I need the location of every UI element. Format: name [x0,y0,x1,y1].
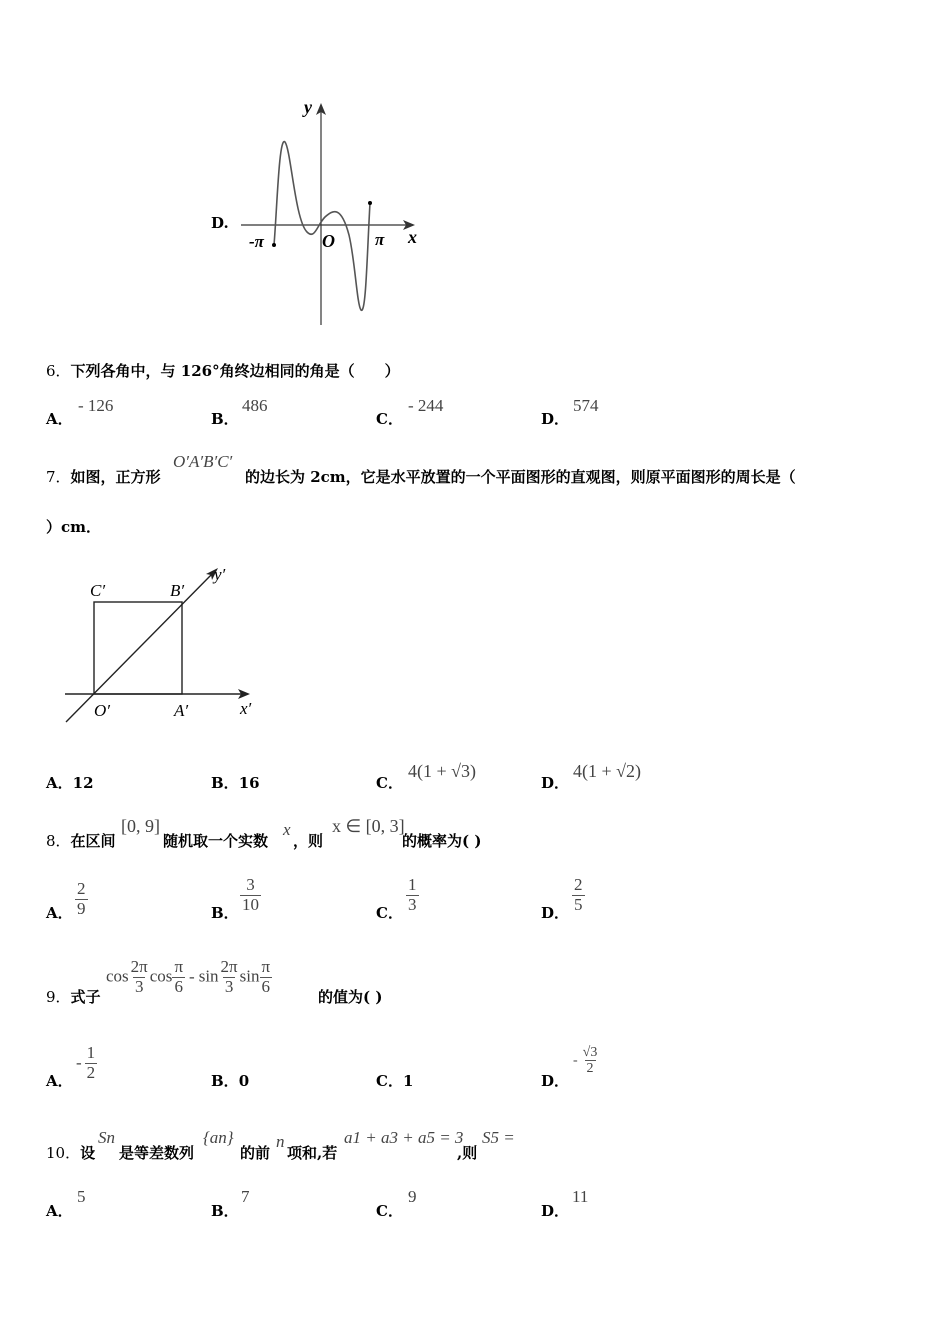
q8-option-d-fraction: $\frac{2}{5}$ [574,875,583,914]
q10-option-d[interactable]: D． [541,1202,570,1220]
question-text: 下列各角中，与 126°角终边相同的角是（ ） [70,362,400,380]
question-7 [46,466,161,487]
q10-option-a[interactable]: A． [46,1202,73,1220]
question-8-text-3: ，则 [293,832,324,850]
condition: x ∈ [0, 3] [332,816,405,836]
y-prime-label: y′ [214,565,226,584]
q6-option-c-value: - 244 [408,396,444,415]
question-number: 6． [46,362,71,380]
question-10-text-3: 的前 [240,1144,271,1162]
question-7-text-line2: ）cm． [46,518,102,536]
a-prime-label: A′ [174,701,189,720]
question-10-text-4: 项和,若 [287,1144,338,1162]
q7-option-b[interactable]: B．16 [211,774,260,792]
origin-label: O [322,231,335,251]
question-10: 10．设 [46,1144,96,1162]
interval: [0, 9] [121,816,160,836]
question-text-start: 如图，正方形 [70,468,161,486]
question-7-text-rest: 的边长为 2cm，它是水平放置的一个平面图形的直观图，则原平面图形的周长是（ [245,468,796,486]
q6-option-d-value: 574 [573,396,599,415]
q8-option-a-fraction: $\frac{2}{9}$ [77,879,86,918]
sn: Sn [98,1128,115,1147]
q9-option-a[interactable]: A． [46,1072,73,1090]
q8-option-c[interactable]: C． [376,904,403,922]
condition: a1 + a3 + a5 = 3 [344,1128,464,1147]
q10-option-d-value: 11 [572,1187,589,1206]
q10-option-c-value: 9 [408,1187,417,1206]
q9-option-a-value: - $\frac{1}{2}$ [76,1043,96,1082]
curve [274,142,370,311]
q5-option-d-graph [235,95,435,330]
q7-option-c-value: 4(1 + √3) [408,761,477,781]
q10-option-a-value: 5 [77,1187,86,1206]
q8-option-a[interactable]: A． [46,904,73,922]
question-9: 9．式子 [46,988,101,1006]
question-10-text-5: ,则 [457,1144,478,1162]
n: n [276,1132,285,1151]
q9-expression: cos $\frac{2\pi}{3}$ cos $\frac{\pi}{6}$ - sin $\frac{2\pi}{3}$ sin $\frac{\pi}{6}$ [106,957,271,996]
question-9-text-end: 的值为( ) [318,988,383,1006]
q7-figure [60,560,270,730]
q6-option-c[interactable]: C． [376,410,403,428]
q9-option-d[interactable]: D． [541,1072,570,1090]
left-endpoint [272,243,276,247]
question-6 [46,360,400,381]
neg-pi-label: -π [249,232,264,251]
q9-option-b[interactable]: B．0 [211,1072,250,1090]
question-8-text-2: 随机取一个实数 [163,832,269,850]
q10-option-b-value: 7 [241,1187,250,1206]
q6-option-a-value: - 126 [78,396,114,415]
question-number: 7． [46,468,71,486]
right-endpoint [368,201,372,205]
question-10-text-2: 是等差数列 [119,1144,195,1162]
c-prime-label: C′ [90,581,106,600]
q6-option-b[interactable]: B． [211,410,239,428]
q8-option-b-fraction: $\frac{3}{10}$ [242,875,259,914]
q9-option-d-value: - $\frac{√3}{2}$ [573,1045,598,1077]
q8-option-b[interactable]: B． [211,904,239,922]
q6-option-d[interactable]: D． [541,410,570,428]
q7-option-d[interactable]: D． [541,774,570,792]
sequence: {an} [203,1128,234,1147]
y-prime-axis [66,572,214,722]
q10-option-b[interactable]: B． [211,1202,239,1220]
pi-label: π [375,230,385,249]
y-label: y [304,97,312,117]
q8-option-d[interactable]: D． [541,904,570,922]
s5: S5 = [482,1128,515,1147]
o-prime-label: O′ [94,701,110,720]
x-label: x [408,227,417,247]
q7-option-a[interactable]: A．12 [46,774,94,792]
variable-x: x [283,820,291,839]
q10-option-c[interactable]: C． [376,1202,403,1220]
q7-option-c[interactable]: C． [376,774,403,792]
square-name: O′A′B′C′ [173,452,233,471]
q7-option-d-value: 4(1 + √2) [573,761,642,781]
q9-option-c[interactable]: C．1 [376,1072,414,1090]
b-prime-label: B′ [170,581,185,600]
q6-option-a[interactable]: A． [46,410,73,428]
question-8: 8．在区间 [46,832,116,850]
question-8-text-4: 的概率为( ) [402,832,482,850]
q8-option-c-fraction: $\frac{1}{3}$ [408,875,417,914]
q5-option-d-label: D. [211,214,229,232]
x-prime-label: x′ [240,699,252,718]
q6-option-b-value: 486 [242,396,268,415]
